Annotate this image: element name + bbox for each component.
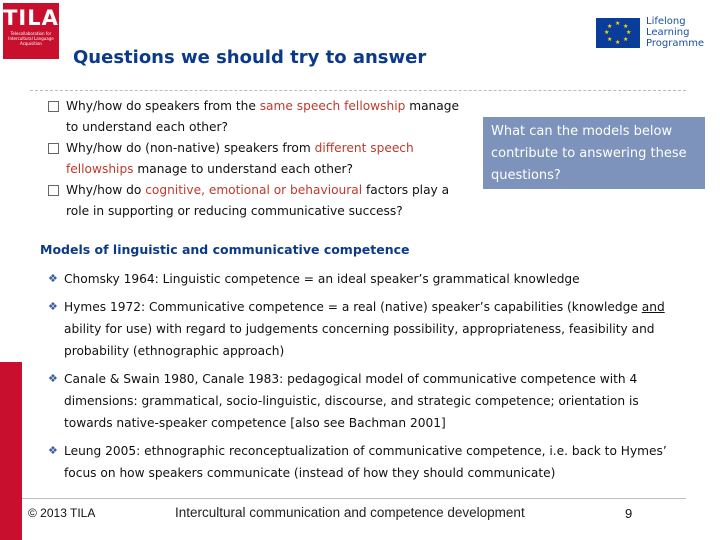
highlight-text: same speech fellowship [259, 99, 406, 113]
eu-logo-line1: Lifelong [646, 16, 686, 27]
question-list [48, 96, 468, 222]
model-item: ❖ Chomsky 1964: Linguistic competence = an ideal speaker’s grammatical knowledge [48, 268, 680, 290]
eu-flag-icon: ★ ★ ★ ★ ★ ★ ★ ★ [596, 18, 640, 48]
diamond-bullet-icon: ❖ [48, 444, 58, 457]
highlight-text: different speech fellowships [66, 141, 414, 176]
checkbox-icon [48, 143, 59, 154]
diamond-bullet-icon: ❖ [48, 300, 58, 313]
eu-logo-line2: Learning [646, 27, 690, 38]
logo-subtitle: Telecollaboration for Intercultural Language Acquisition [8, 31, 54, 46]
question-item: Why/how do cognitive, emotional or behavioural factors play a role in supporting or reducing communicative success? [48, 180, 468, 222]
callout-box: What can the models below contribute to answering these questions? [483, 117, 705, 189]
checkbox-icon [48, 185, 59, 196]
model-item: ❖ Leung 2005: ethnographic reconceptualization of communicative competence, i.e. back to Hymes’ focus on how speakers communicate (instead of how they should communicate) [48, 440, 680, 484]
model-item: ❖ Hymes 1972: Communicative competence = a real (native) speaker’s capabilities (knowledge and ability for use) with regard to judgements concerning possibility, appropriateness, feasibility and probability (ethnographic approach) [48, 296, 680, 362]
question-item: Why/how do speakers from the same speech fellowship manage to understand each other? [48, 96, 468, 138]
section-title: Models of linguistic and communicative competence [40, 242, 410, 257]
footer-copyright: © 2013 TILA [28, 506, 96, 520]
footer-divider [22, 498, 686, 499]
checkbox-icon [48, 101, 59, 112]
footer-title: Intercultural communication and competence development [175, 505, 525, 520]
model-item: ❖ Canale & Swain 1980, Canale 1983: pedagogical model of communicative competence with 4 dimensions: grammatical, socio-linguistic, discourse, and strategic competence; orientation is towards native-speaker competence [also see Bachman 2001] [48, 368, 680, 434]
model-list [48, 268, 680, 490]
eu-lifelong-learning-logo [596, 16, 704, 49]
highlight-text: cognitive, emotional or behavioural [145, 183, 363, 197]
page-title: Questions we should try to answer [73, 47, 427, 68]
diamond-bullet-icon: ❖ [48, 272, 58, 285]
left-accent-bar [0, 0, 22, 540]
question-item: Why/how do (non-native) speakers from different speech fellowships manage to understand each other? [48, 138, 468, 180]
tila-logo [3, 3, 59, 59]
underlined-text: and [641, 300, 665, 314]
page-number: 9 [625, 506, 633, 521]
diamond-bullet-icon: ❖ [48, 372, 58, 385]
eu-logo-line3: Programme [646, 38, 705, 49]
logo-mark: TILA [3, 6, 59, 30]
header-divider [30, 90, 686, 91]
